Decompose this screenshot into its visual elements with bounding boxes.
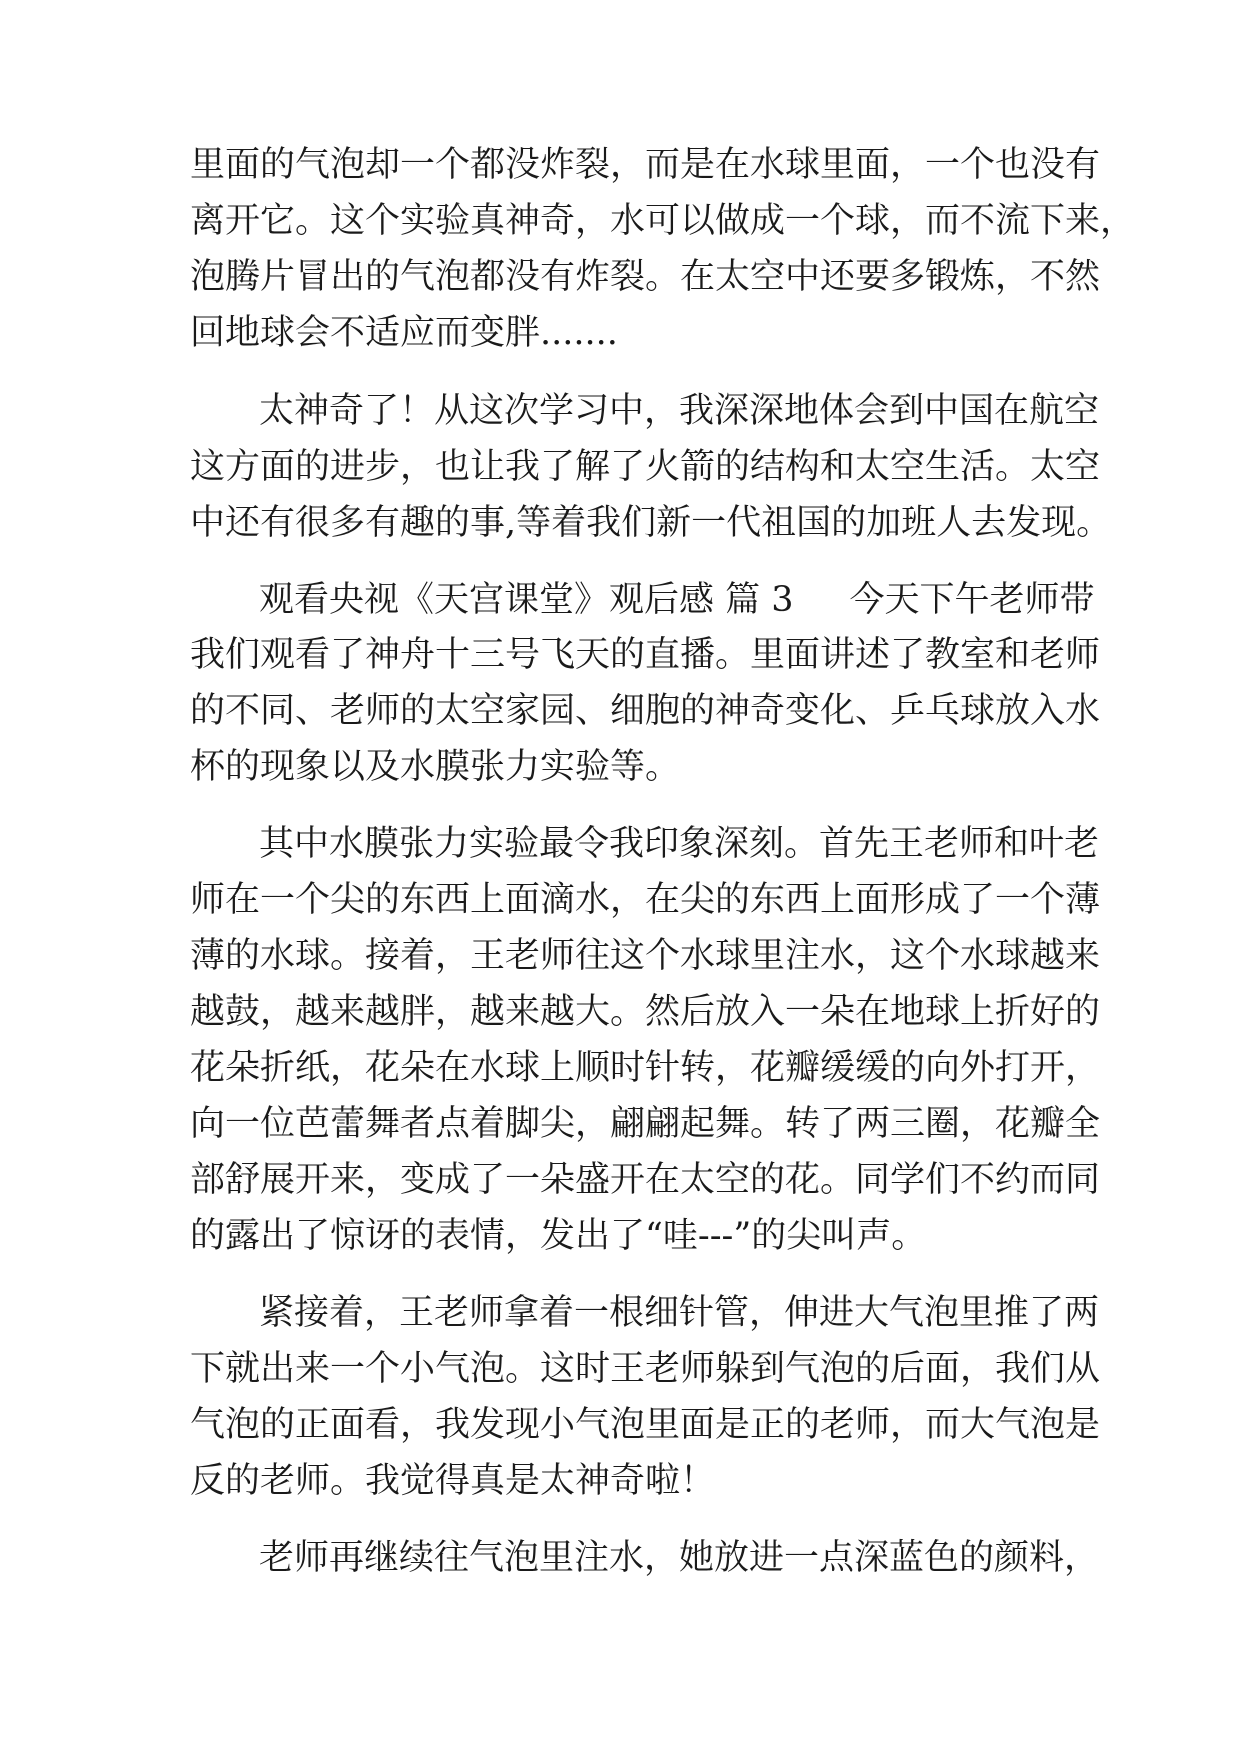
text-line: 其中水膜张力实验最令我印象深刻。首先王老师和叶老 — [259, 824, 1100, 864]
text-line: 回地球会不适应而变胖....... — [190, 313, 618, 353]
text-line: 泡腾片冒出的气泡都没有炸裂。在太空中还要多锻炼，不然 — [190, 257, 1101, 297]
text-line: 今天下午老师带 — [849, 580, 1095, 620]
text-line: 向一位芭蕾舞者点着脚尖，翩翩起舞。转了两三圈，花瓣全 — [190, 1104, 1101, 1144]
article-heading-line — [259, 578, 1139, 622]
article-heading: 观看央视《天宫课堂》观后感 篇 3 — [259, 580, 794, 620]
text-line: 太神奇了！从这次学习中，我深深地体会到中国在航空 — [259, 391, 1100, 431]
text-line: 薄的水球。接着，王老师往这个水球里注水，这个水球越来 — [190, 936, 1101, 976]
text-line: 离开它。这个实验真神奇，水可以做成一个球，而不流下来， — [190, 201, 1136, 241]
text-line: 师在一个尖的东西上面滴水，在尖的东西上面形成了一个薄 — [190, 880, 1101, 920]
text-line: 的露出了惊讶的表情，发出了“哇---”的尖叫声。 — [190, 1216, 927, 1256]
text-line: 反的老师。我觉得真是太神奇啦！ — [190, 1461, 716, 1501]
text-line: 下就出来一个小气泡。这时王老师躲到气泡的后面，我们从 — [190, 1349, 1101, 1389]
text-line: 里面的气泡却一个都没炸裂，而是在水球里面，一个也没有 — [190, 145, 1101, 185]
text-line: 这方面的进步，也让我了解了火箭的结构和太空生活。太空 — [190, 447, 1101, 487]
text-line: 花朵折纸，花朵在水球上顺时针转，花瓣缓缓的向外打开， — [190, 1048, 1101, 1088]
text-line: 气泡的正面看，我发现小气泡里面是正的老师，而大气泡是 — [190, 1405, 1101, 1445]
text-line: 中还有很多有趣的事,等着我们新一代祖国的加班人去发现。 — [190, 503, 1112, 543]
text-line: 的不同、老师的太空家园、细胞的神奇变化、乒乓球放入水 — [190, 691, 1101, 731]
text-line: 越鼓，越来越胖，越来越大。然后放入一朵在地球上折好的 — [190, 992, 1101, 1032]
text-line: 老师再继续往气泡里注水，她放进一点深蓝色的颜料， — [259, 1538, 1100, 1578]
text-line: 杯的现象以及水膜张力实验等。 — [190, 747, 681, 787]
text-line: 我们观看了神舟十三号飞天的直播。里面讲述了教室和老师 — [190, 635, 1101, 675]
text-line: 紧接着，王老师拿着一根细针管，伸进大气泡里推了两 — [259, 1293, 1100, 1333]
text-line: 部舒展开来，变成了一朵盛开在太空的花。同学们不约而同 — [190, 1160, 1101, 1200]
